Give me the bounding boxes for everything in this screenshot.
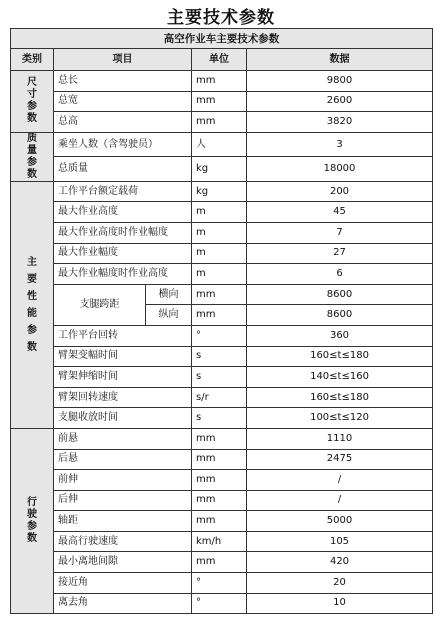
- table-row: [11, 284, 433, 305]
- item-cell: 前伸: [54, 470, 192, 491]
- item-cell: 离去角: [54, 593, 192, 614]
- table-row: [11, 408, 433, 429]
- header-item: 项目: [54, 49, 192, 71]
- unit-cell: °: [192, 325, 247, 346]
- value-cell: 160≤t≤180: [247, 346, 433, 367]
- table-row: [11, 157, 433, 182]
- unit-cell: m: [192, 264, 247, 285]
- value-cell: 8600: [247, 305, 433, 326]
- value-cell: 3820: [247, 112, 433, 133]
- table-row: [11, 449, 433, 470]
- table-caption: 高空作业车主要技术参数: [11, 29, 433, 49]
- item-cell: 最高行驶速度: [54, 531, 192, 552]
- subitem-cell: 横向: [146, 284, 192, 305]
- header-value: 数据: [247, 49, 433, 71]
- table-row: [11, 387, 433, 408]
- value-cell: 7: [247, 222, 433, 243]
- value-cell: 10: [247, 593, 433, 614]
- unit-cell: mm: [192, 305, 247, 326]
- table-row: [11, 222, 433, 243]
- table-row: [11, 264, 433, 285]
- unit-cell: mm: [192, 470, 247, 491]
- value-cell: /: [247, 470, 433, 491]
- item-cell: 总宽: [54, 91, 192, 112]
- value-cell: 160≤t≤180: [247, 387, 433, 408]
- unit-cell: mm: [192, 284, 247, 305]
- subitem-cell: 纵向: [146, 305, 192, 326]
- unit-cell: mm: [192, 552, 247, 573]
- unit-cell: mm: [192, 511, 247, 532]
- header-unit: 单位: [192, 49, 247, 71]
- unit-cell: m: [192, 243, 247, 264]
- item-cell: 总长: [54, 71, 192, 92]
- table-row: [11, 428, 433, 449]
- table-row: [11, 132, 433, 157]
- value-cell: 2600: [247, 91, 433, 112]
- table-row: [11, 112, 433, 133]
- item-cell: 臂架伸缩时间: [54, 367, 192, 388]
- item-cell: 支腿跨距: [54, 284, 146, 325]
- item-cell: 工作平台额定载荷: [54, 181, 192, 202]
- value-cell: 3: [247, 132, 433, 157]
- category-cell: 尺寸参数: [11, 71, 54, 133]
- value-cell: 5000: [247, 511, 433, 532]
- unit-cell: mm: [192, 490, 247, 511]
- value-cell: 100≤t≤120: [247, 408, 433, 429]
- table-row: [11, 552, 433, 573]
- unit-cell: s: [192, 408, 247, 429]
- value-cell: 45: [247, 202, 433, 223]
- unit-cell: s: [192, 367, 247, 388]
- unit-cell: mm: [192, 449, 247, 470]
- table-row: [11, 573, 433, 594]
- item-cell: 接近角: [54, 573, 192, 594]
- item-cell: 总高: [54, 112, 192, 133]
- table-row: [11, 202, 433, 223]
- item-cell: 最大作业高度时作业幅度: [54, 222, 192, 243]
- value-cell: 1110: [247, 428, 433, 449]
- value-cell: 18000: [247, 157, 433, 182]
- item-cell: 支腿收放时间: [54, 408, 192, 429]
- item-cell: 后悬: [54, 449, 192, 470]
- value-cell: 105: [247, 531, 433, 552]
- item-cell: 臂架变幅时间: [54, 346, 192, 367]
- value-cell: 360: [247, 325, 433, 346]
- page-title: 主要技术参数: [167, 8, 275, 28]
- item-cell: 后伸: [54, 490, 192, 511]
- item-cell: 总质量: [54, 157, 192, 182]
- unit-cell: s/r: [192, 387, 247, 408]
- unit-cell: °: [192, 593, 247, 614]
- item-cell: 轴距: [54, 511, 192, 532]
- item-cell: 最小离地间隙: [54, 552, 192, 573]
- unit-cell: 人: [192, 132, 247, 157]
- unit-cell: kg: [192, 181, 247, 202]
- value-cell: 200: [247, 181, 433, 202]
- table-row: [11, 346, 433, 367]
- value-cell: 8600: [247, 284, 433, 305]
- value-cell: 2475: [247, 449, 433, 470]
- value-cell: 420: [247, 552, 433, 573]
- item-cell: 前悬: [54, 428, 192, 449]
- unit-cell: s: [192, 346, 247, 367]
- category-cell: 质量参数: [11, 132, 54, 181]
- table-row: [11, 470, 433, 491]
- table-row: [11, 71, 433, 92]
- item-cell: 臂架回转速度: [54, 387, 192, 408]
- table-row: [11, 531, 433, 552]
- header-category: 类别: [11, 49, 54, 71]
- value-cell: 140≤t≤160: [247, 367, 433, 388]
- table-row: [11, 511, 433, 532]
- table-row: [11, 91, 433, 112]
- unit-cell: mm: [192, 428, 247, 449]
- category-cell: 行驶参数: [11, 428, 54, 613]
- unit-cell: mm: [192, 112, 247, 133]
- value-cell: 20: [247, 573, 433, 594]
- unit-cell: mm: [192, 71, 247, 92]
- unit-cell: m: [192, 202, 247, 223]
- table-row: [11, 593, 433, 614]
- unit-cell: kg: [192, 157, 247, 182]
- value-cell: 27: [247, 243, 433, 264]
- value-cell: 6: [247, 264, 433, 285]
- unit-cell: °: [192, 573, 247, 594]
- value-cell: /: [247, 490, 433, 511]
- unit-cell: m: [192, 222, 247, 243]
- table-row: [11, 325, 433, 346]
- item-cell: 工作平台回转: [54, 325, 192, 346]
- category-cell: 主要性能参数: [11, 181, 54, 428]
- item-cell: 最大作业幅度时作业高度: [54, 264, 192, 285]
- table-row: [11, 243, 433, 264]
- spec-table: [10, 28, 433, 614]
- item-cell: 乘坐人数（含驾驶员）: [54, 132, 192, 157]
- table-row: [11, 181, 433, 202]
- unit-cell: mm: [192, 91, 247, 112]
- item-cell: 最大作业幅度: [54, 243, 192, 264]
- table-row: [11, 490, 433, 511]
- item-cell: 最大作业高度: [54, 202, 192, 223]
- value-cell: 9800: [247, 71, 433, 92]
- unit-cell: km/h: [192, 531, 247, 552]
- table-row: [11, 367, 433, 388]
